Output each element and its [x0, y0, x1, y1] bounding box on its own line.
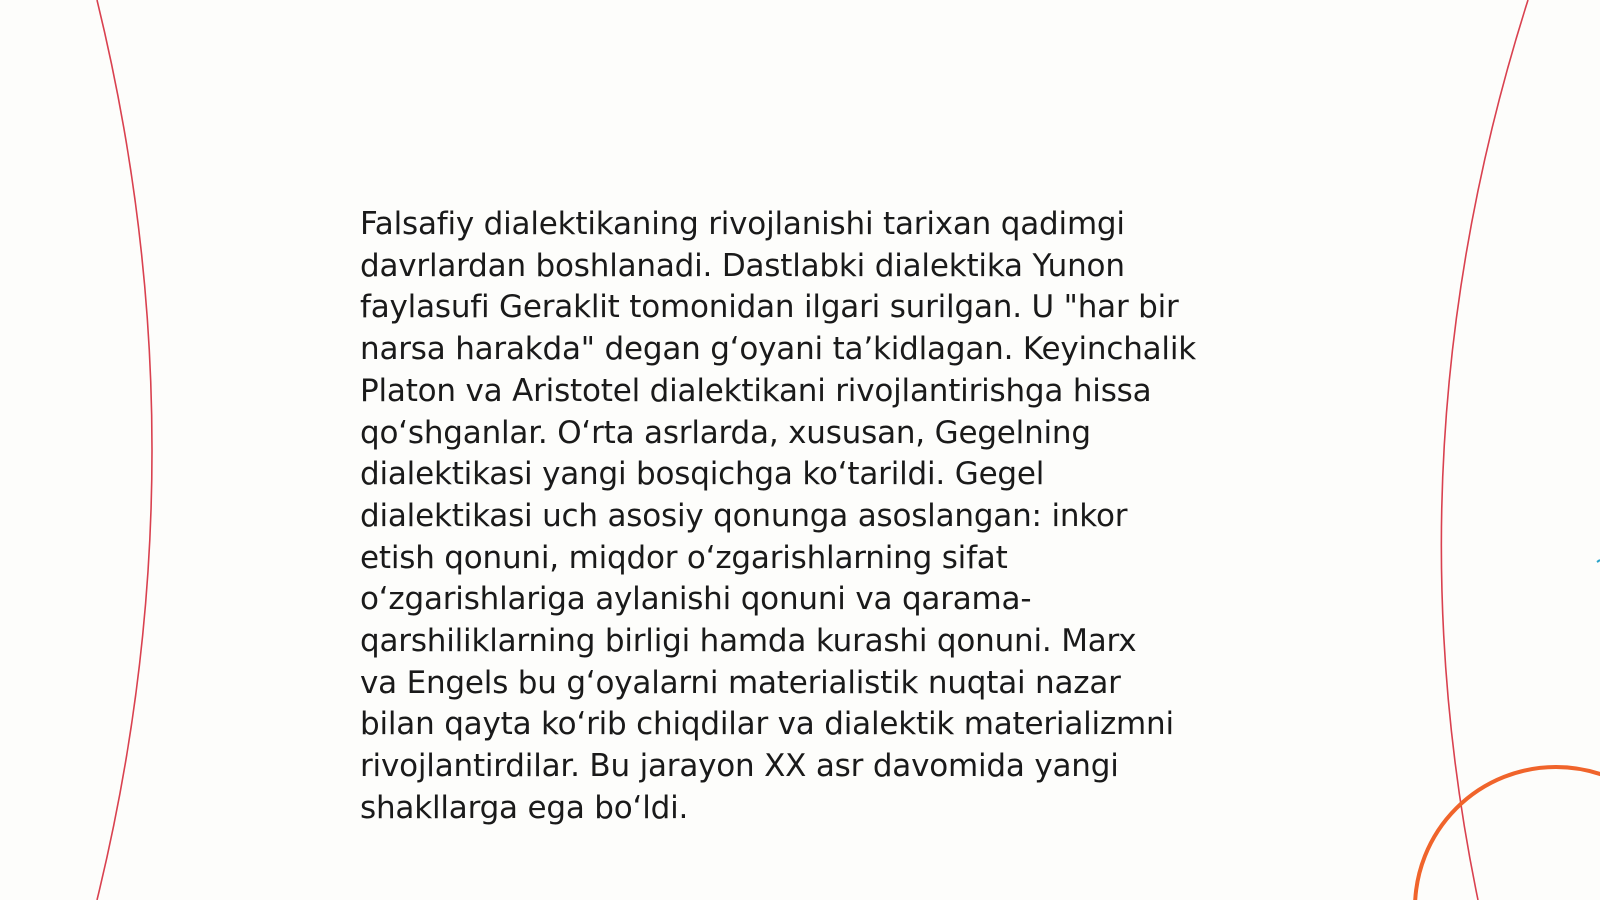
- paragraph-line: Platon va Aristotel dialektikani rivojlantirishga hissa: [360, 372, 1152, 409]
- paragraph-line: qoʻshganlar. Oʻrta asrlarda, xususan, Gegelning: [360, 414, 1091, 451]
- paragraph-line: etish qonuni, miqdor oʻzgarishlarning sifat: [360, 539, 1008, 576]
- paragraph-line: oʻzgarishlariga aylanishi qonuni va qarama-: [360, 581, 1032, 618]
- paragraph-line: qarshiliklarning birligi hamda kurashi qonuni. Marx: [360, 623, 1137, 660]
- paragraph-line: rivojlantirdilar. Bu jarayon XX asr davomida yangi: [360, 748, 1119, 785]
- paragraph-line: davrlardan boshlanadi. Dastlabki dialektika Yunon: [360, 247, 1125, 284]
- paragraph-line: narsa harakda" degan gʻoyani taʼkidlagan. Keyinchalik: [360, 331, 1197, 368]
- paragraph-line: bilan qayta koʻrib chiqdilar va dialektik materializmni: [360, 706, 1174, 743]
- paragraph-line: faylasufi Geraklit tomonidan ilgari surilgan. U "har bir: [360, 289, 1179, 326]
- body-paragraph: [360, 204, 1240, 830]
- right-curve-line: [1441, 0, 1528, 900]
- paragraph-line: va Engels bu gʻoyalarni materialistik nuqtai nazar: [360, 664, 1121, 701]
- paragraph-line: dialektikasi uch asosiy qonunga asoslangan: inkor: [360, 497, 1128, 534]
- paragraph-line: dialektikasi yangi bosqichga koʻtarildi. Gegel: [360, 456, 1045, 493]
- paragraph-line: shakllarga ega boʻldi.: [360, 789, 689, 826]
- paragraph-line: Falsafiy dialektikaning rivojlanishi tarixan qadimgi: [360, 206, 1125, 242]
- left-curve-line: [97, 0, 152, 900]
- orange-circle-outline: [1415, 767, 1600, 900]
